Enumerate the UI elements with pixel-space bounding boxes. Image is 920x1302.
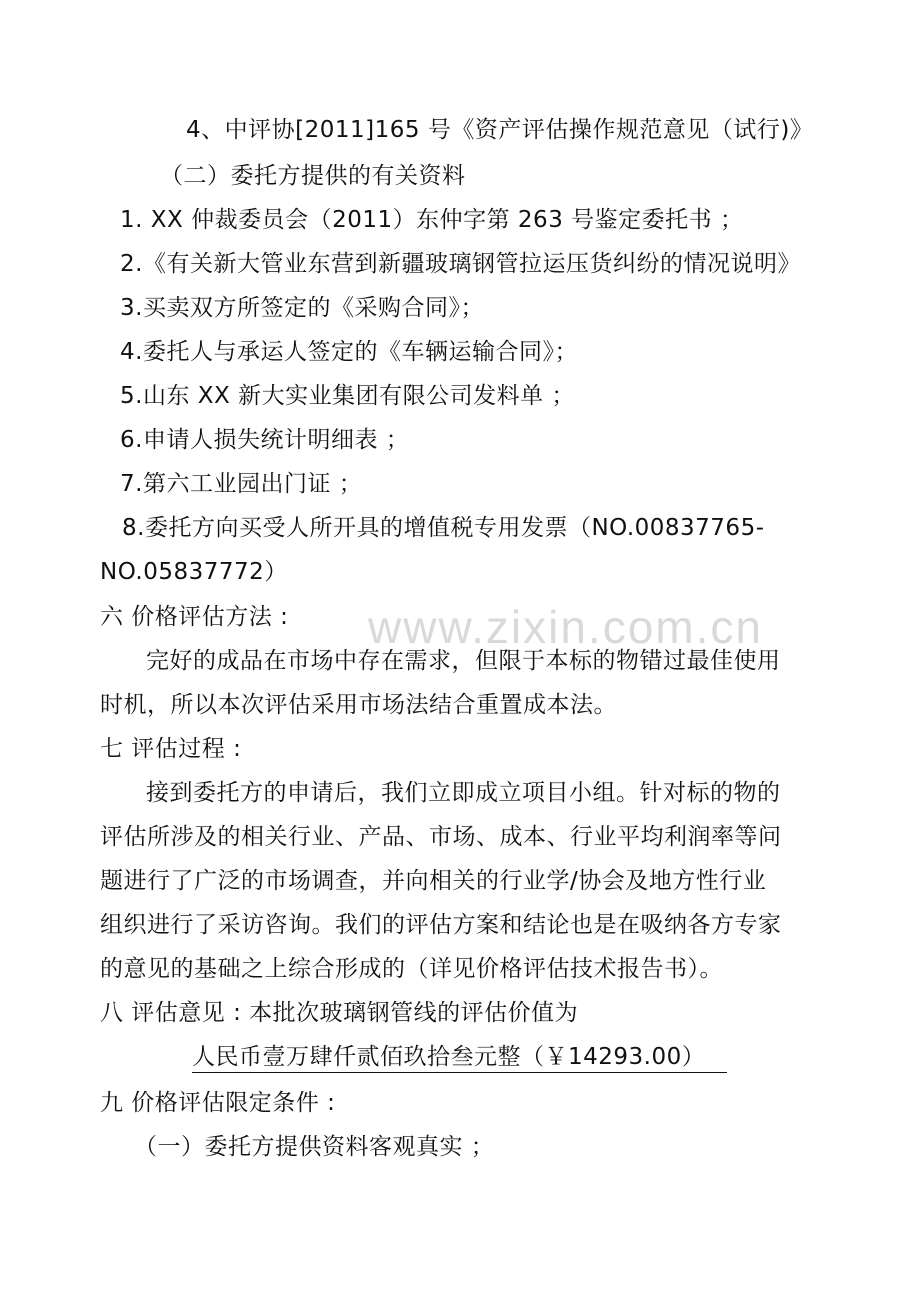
section-heading-method: 六 价格评估方法 : (100, 604, 289, 630)
process-paragraph-line-5: 的意见的基础之上综合形成的（详见价格评估技术报告书）。 (100, 956, 723, 982)
material-item-8: 8.委托方向买受人所开具的增值税专用发票（NO.00837765- (122, 515, 765, 541)
method-paragraph-line-2: 时机，所以本次评估采用市场法结合重置成本法。 (100, 692, 617, 718)
valuation-amount (192, 1041, 727, 1073)
limit-item-1: （一）委托方提供资料客观真实 ； (134, 1134, 495, 1160)
material-item-4: 4.委托人与承运人签定的《车辆运输合同》； (120, 339, 578, 365)
material-item-8-cont: NO.05837772） (100, 559, 288, 585)
section-heading-opinion: 八 评估意见 : 本批次玻璃钢管线的评估价值为 (100, 1000, 579, 1026)
section-heading-materials: （二）委托方提供的有关资料 (160, 163, 466, 189)
material-item-2: 2.《有关新大管业东营到新疆玻璃钢管拉运压货纠纷的情况说明》 (120, 251, 801, 277)
section-heading-limits: 九 价格评估限定条件 : (100, 1090, 336, 1116)
material-item-5: 5.山东 XX 新大实业集团有限公司发料单 ； (120, 383, 575, 409)
valuation-amount-text: 人民币壹万肆仟贰佰玖拾叁元整（￥14293.00） (192, 1044, 727, 1073)
method-paragraph-line-1: 完好的成品在市场中存在需求，但限于本标的物错过最佳使用 (146, 648, 781, 674)
material-item-6: 6.申请人损失统计明细表 ； (120, 427, 410, 453)
ref-item-4: 4、中评协[2011]165 号《资产评估操作规范意见（试行)》 (186, 117, 814, 143)
section-heading-process: 七 评估过程 : (100, 736, 242, 762)
process-paragraph-line-1: 接到委托方的申请后，我们立即成立项目小组。针对标的物的 (146, 780, 781, 806)
material-item-3: 3.买卖双方所签定的《采购合同》； (120, 295, 484, 321)
material-item-1: 1. XX 仲裁委员会（2011）东仲字第 263 号鉴定委托书 ； (120, 207, 744, 233)
process-paragraph-line-3: 题进行了广泛的市场调查，并向相关的行业学/协会及地方性行业 (100, 868, 767, 894)
material-item-7: 7.第六工业园出门证 ； (120, 471, 363, 497)
watermark-text: www.zixin.com.cn (368, 601, 763, 653)
process-paragraph-line-4: 组织进行了采访咨询。我们的评估方案和结论也是在吸纳各方专家 (100, 912, 782, 938)
process-paragraph-line-2: 评估所涉及的相关行业、产品、市场、成本、行业平均利润率等问 (100, 824, 782, 850)
